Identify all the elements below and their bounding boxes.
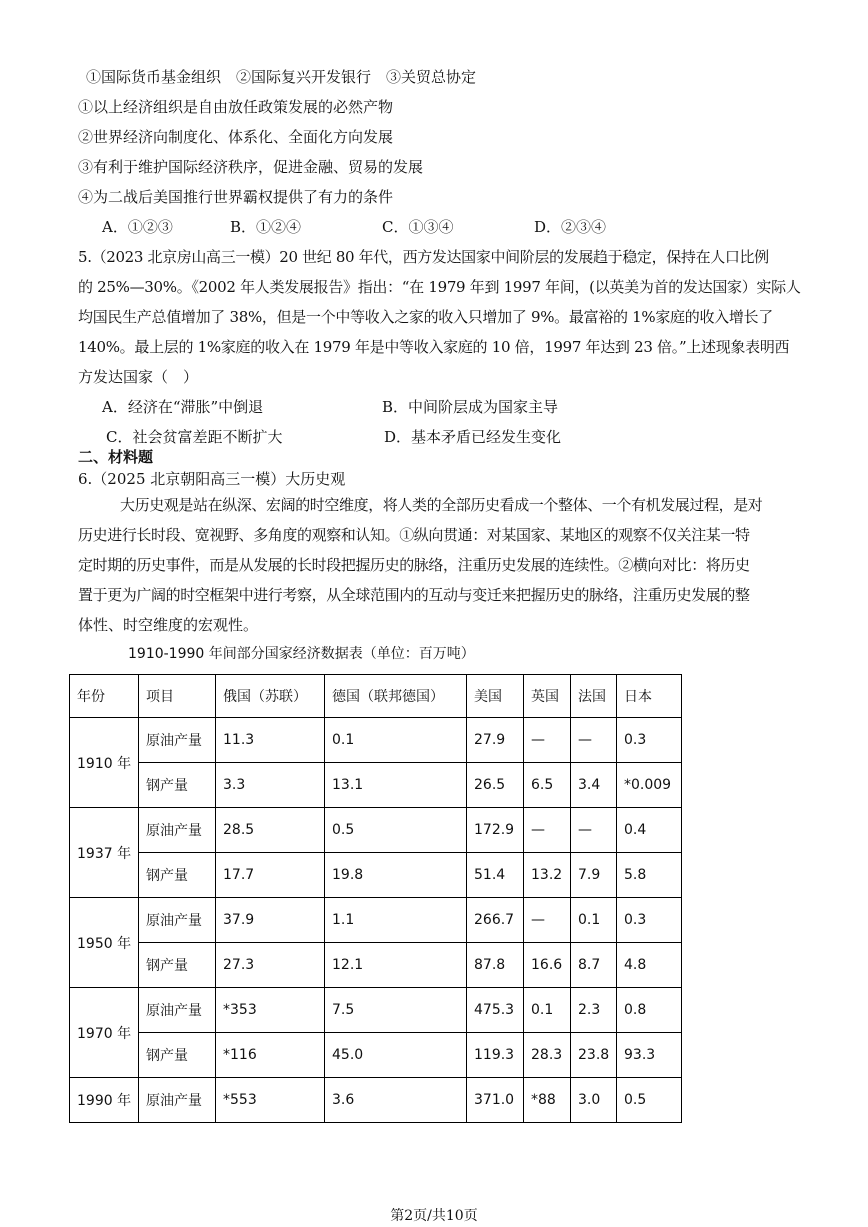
item-cell: 钢产量 [139, 763, 216, 808]
value-cell: *353 [216, 988, 325, 1033]
value-cell: 172.9 [467, 808, 524, 853]
table-header-row [70, 675, 682, 718]
material-line-3: 定时期的历史事件，而是从发展的长时段把握历史的脉络，注重历史发展的连续性。②横向对比：将历史 [78, 556, 750, 574]
year-cell: 1910 年 [70, 718, 139, 808]
value-cell: 26.5 [467, 763, 524, 808]
value-cell: 0.1 [325, 718, 467, 763]
table-row [70, 1078, 682, 1123]
value-cell: 19.8 [325, 853, 467, 898]
year-cell: 1990 年 [70, 1078, 139, 1123]
value-cell: 0.8 [617, 988, 682, 1033]
value-cell: 0.4 [617, 808, 682, 853]
value-cell: 3.0 [571, 1078, 617, 1123]
value-cell: 28.5 [216, 808, 325, 853]
value-cell: 3.6 [325, 1078, 467, 1123]
q5-option-b: B．中间阶层成为国家主导 [382, 398, 559, 416]
value-cell: 28.3 [524, 1033, 571, 1078]
value-cell: 0.3 [617, 718, 682, 763]
q4-statement-3: ③有利于维护国际经济秩序，促进金融、贸易的发展 [78, 158, 424, 176]
value-cell: 27.3 [216, 943, 325, 988]
value-cell: 119.3 [467, 1033, 524, 1078]
q4-statement-2: ②世界经济向制度化、体系化、全面化方向发展 [78, 128, 394, 146]
material-line-4: 置于更为广阔的时空框架中进行考察，从全球范围内的互动与变迁来把握历史的脉络，注重历史发展的整 [78, 586, 750, 604]
value-cell: 23.8 [571, 1033, 617, 1078]
material-line-2: 历史进行长时段、宽视野、多角度的观察和认知。①纵向贯通：对某国家、某地区的观察不仅关注某一特 [78, 526, 750, 544]
value-cell: — [524, 808, 571, 853]
table-row [70, 943, 682, 988]
value-cell: 0.1 [571, 898, 617, 943]
value-cell: 3.4 [571, 763, 617, 808]
q5-line-3: 均国民生产总值增加了 38%，但是一个中等收入之家的收入只增加了 9%。最富裕的 1%家庭的收入增长了 [78, 308, 773, 326]
header-cell: 英国 [524, 675, 571, 718]
material-line-1: 大历史观是站在纵深、宏阔的时空维度，将人类的全部历史看成一个整体、一个有机发展过程，是对 [120, 496, 763, 514]
value-cell: 266.7 [467, 898, 524, 943]
value-cell: — [571, 808, 617, 853]
q4-option-c: C．①③④ [382, 218, 454, 236]
material-line-5: 体性、时空维度的宏观性。 [78, 616, 259, 634]
table-row [70, 718, 682, 763]
value-cell: 3.3 [216, 763, 325, 808]
value-cell: 93.3 [617, 1033, 682, 1078]
header-cell: 法国 [571, 675, 617, 718]
value-cell: 16.6 [524, 943, 571, 988]
q5-option-c: C．社会贫富差距不断扩大 [106, 428, 283, 446]
item-cell: 原油产量 [139, 808, 216, 853]
item-cell: 钢产量 [139, 1033, 216, 1078]
table-row [70, 988, 682, 1033]
value-cell: 0.5 [617, 1078, 682, 1123]
header-cell: 年份 [70, 675, 139, 718]
q4-option-a: A．①②③ [102, 218, 173, 236]
value-cell: 0.5 [325, 808, 467, 853]
year-cell: 1937 年 [70, 808, 139, 898]
q6-title: 6.（2025 北京朝阳高三一模）大历史观 [78, 470, 346, 488]
value-cell: 87.8 [467, 943, 524, 988]
value-cell: 6.5 [524, 763, 571, 808]
value-cell: 7.9 [571, 853, 617, 898]
economic-data-table [69, 674, 682, 1123]
value-cell: 27.9 [467, 718, 524, 763]
q5-option-d: D．基本矛盾已经发生变化 [384, 428, 562, 446]
value-cell: 51.4 [467, 853, 524, 898]
q5-line-1: 5.（2023 北京房山高三一模）20 世纪 80 年代，西方发达国家中间阶层的发展趋于稳定，保持在人口比例 [78, 248, 769, 266]
value-cell: 7.5 [325, 988, 467, 1033]
q4-option-b: B．①②④ [230, 218, 302, 236]
value-cell: 0.1 [524, 988, 571, 1033]
item-cell: 原油产量 [139, 898, 216, 943]
header-cell: 项目 [139, 675, 216, 718]
table-row [70, 1033, 682, 1078]
value-cell: 475.3 [467, 988, 524, 1033]
table-row [70, 763, 682, 808]
value-cell: — [524, 718, 571, 763]
value-cell: 37.9 [216, 898, 325, 943]
value-cell: 5.8 [617, 853, 682, 898]
value-cell: 8.7 [571, 943, 617, 988]
value-cell: 13.2 [524, 853, 571, 898]
header-cell: 美国 [467, 675, 524, 718]
value-cell: 371.0 [467, 1078, 524, 1123]
value-cell: 4.8 [617, 943, 682, 988]
header-cell: 德国（联邦德国） [325, 675, 467, 718]
year-cell: 1950 年 [70, 898, 139, 988]
q5-line-5: 方发达国家（ ） [78, 368, 199, 386]
q4-statement-1: ①以上经济组织是自由放任政策发展的必然产物 [78, 98, 394, 116]
year-cell: 1970 年 [70, 988, 139, 1078]
value-cell: 11.3 [216, 718, 325, 763]
item-cell: 钢产量 [139, 943, 216, 988]
item-cell: 原油产量 [139, 988, 216, 1033]
value-cell: *0.009 [617, 763, 682, 808]
table-caption: 1910-1990 年间部分国家经济数据表（单位：百万吨） [128, 646, 475, 662]
item-cell: 原油产量 [139, 1078, 216, 1123]
value-cell: — [571, 718, 617, 763]
value-cell: 0.3 [617, 898, 682, 943]
q5-option-a: A．经济在“滞胀”中倒退 [102, 398, 264, 416]
value-cell: 45.0 [325, 1033, 467, 1078]
table-row [70, 853, 682, 898]
value-cell: 13.1 [325, 763, 467, 808]
value-cell: *88 [524, 1078, 571, 1123]
value-cell: 1.1 [325, 898, 467, 943]
q5-line-4: 140%。最上层的 1%家庭的收入在 1979 年是中等收入家庭的 10 倍，1997 年达到 23 倍。”上述现象表明西 [78, 338, 790, 356]
value-cell: *116 [216, 1033, 325, 1078]
item-cell: 原油产量 [139, 718, 216, 763]
section-heading: 二、材料题 [78, 448, 154, 466]
value-cell: *553 [216, 1078, 325, 1123]
value-cell: 12.1 [325, 943, 467, 988]
value-cell: 2.3 [571, 988, 617, 1033]
q5-line-2: 的 25%—30%。《2002 年人类发展报告》指出：“在 1979 年到 1997 年间，(以英美为首的发达国家）实际人 [78, 278, 801, 296]
q4-option-d: D．②③④ [534, 218, 607, 236]
table-row [70, 808, 682, 853]
q4-statement-4: ④为二战后美国推行世界霸权提供了有力的条件 [78, 188, 394, 206]
value-cell: 17.7 [216, 853, 325, 898]
q4-orgs-line: ①国际货币基金组织 ②国际复兴开发银行 ③关贸总协定 [86, 68, 477, 86]
header-cell: 俄国（苏联） [216, 675, 325, 718]
header-cell: 日本 [617, 675, 682, 718]
item-cell: 钢产量 [139, 853, 216, 898]
value-cell: — [524, 898, 571, 943]
page-footer: 第2页/共10页 [390, 1208, 478, 1224]
table-row [70, 898, 682, 943]
